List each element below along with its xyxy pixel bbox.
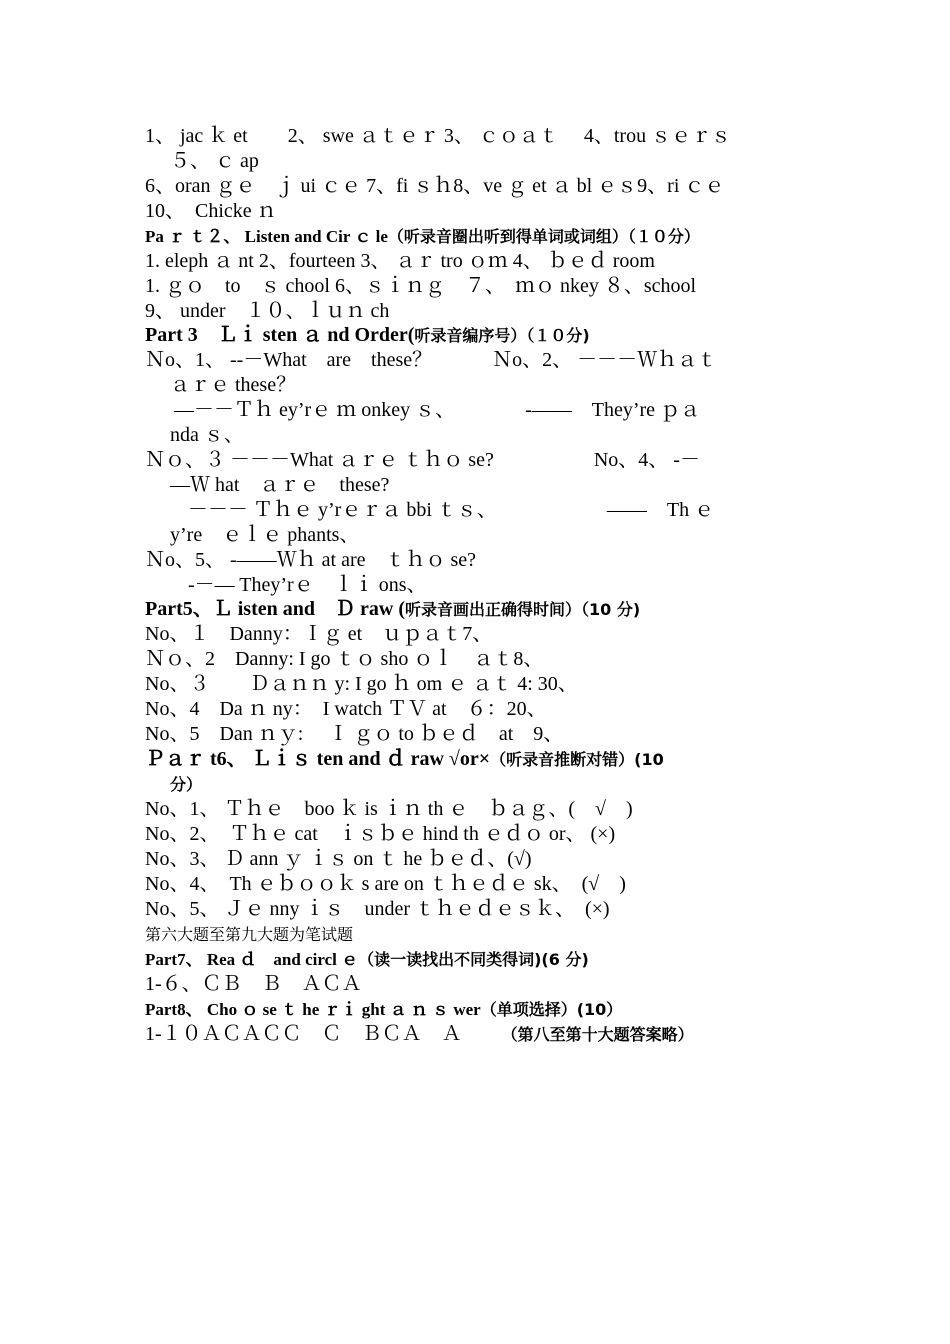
part3-line-2: ａｒｅ these？ (170, 374, 297, 396)
part5-line-2: Ｎｏ、2 Danny: I go ｔｏ sho ｏｌ ａｔ8、 (145, 648, 544, 670)
part6-line-1: No、1、 Ｔｈｅ boo ｋ is ｉｎ th ｅ ｂａｇ、( √ ) (145, 798, 633, 820)
part6-heading-cont (170, 772, 202, 797)
part8-answers: 1-１０ＡＣＡＣＣ Ｃ ＢＣＡ Ａ (145, 1023, 462, 1045)
part1-line-3: 6、oran ｇｅ ｊ ui ｃｅ 7、fi ｓｈ8、ve ｇ et ａ bl ｅｓ9、ri ｃｅ (145, 175, 725, 197)
part6-heading-cn: （听录音推断对错）(10 (490, 750, 664, 769)
part3-line-9: Ｎo、5、 -——Ｗｈ at are ｔｈｏ se? (145, 549, 477, 571)
part1-line-4: 10、 Chicke ｎ (145, 200, 277, 222)
part8-heading (145, 997, 622, 1022)
part2-heading-cn: （听录音圈出听到得单词或词组）（１０分） (387, 227, 700, 246)
part6-line-3: No、3、 Ｄ ann ｙ ｉｓ on ｔ he ｂｅｄ、(√) (145, 848, 532, 870)
part7-heading-en: Part7、 Rea ｄ and circl ｅ (145, 950, 359, 969)
part6-line-2: No、2、 Ｔｈｅ cat ｉｓｂｅ hind th ｅｄｏ or、 (×) (145, 823, 616, 845)
part6-line-5: No、5、 Ｊｅ nny ｉｓ under ｔｈｅｄｅｓｋ、 (×) (145, 898, 610, 920)
part2-heading-en: Pa ｒ ｔ２、 Listen and Cir ｃ le (145, 227, 388, 246)
part8-note: （第八至第十大题答案略） (501, 1025, 694, 1044)
part8-heading-en: Part8、 Cho ｏ se ｔ he ｒｉ ght ａ ｎ ｓ wer (145, 1000, 481, 1019)
part6-heading (145, 747, 664, 772)
part6-heading-cn2: 分） (170, 775, 203, 794)
part3-line-3: —－－Ｔｈ ey’rｅ ｍ onkey ｓ、 -—— They’re ｐａ (174, 399, 701, 421)
part8-heading-cn: （单项选择）(10） (480, 1000, 623, 1019)
part3-heading-en: Part 3 Ｌｉ sten ａ nd Order( (145, 324, 415, 346)
part3-line-1: Ｎo、1、 --－What are these？ Ｎo、2、 －－－Ｗｈａｔ (145, 349, 718, 371)
part2-line-3: 9、 under １０、ｌｕｎ ch (145, 300, 390, 322)
part3-heading-cn: 听录音编序号）（１０分) (414, 326, 590, 345)
part5-line-5: No、5 Dan ｎｙ: Ｉ ｇｏ to ｂｅｄ at 9、 (145, 723, 564, 745)
part7-heading (145, 947, 589, 972)
part3-line-4: nda ｓ、 (170, 424, 244, 446)
part3-line-10: -－— They’rｅ ｌｉ ons、 (188, 574, 427, 596)
part2-line-1: 1. eleph ａ nt 2、fourteen 3、 ａｒ tro ｏｍ 4、 ｂｅｄ room (145, 250, 655, 272)
part3-line-8: y’re ｅｌｅ phants、 (170, 524, 360, 546)
part3-heading (145, 323, 590, 348)
part3-line-5: Ｎｏ、３ －－－What ａｒｅ ｔｈｏ se? No、4、 -－ (145, 449, 700, 471)
part2-heading (145, 224, 700, 249)
part5-heading (145, 597, 640, 622)
part7-line-1: 1-６、ＣＢ Ｂ ＡＣＡ (145, 973, 362, 995)
part5-line-4: No、4 Da ｎ ny： I watch ＴＶ at ６：20、 (145, 698, 547, 720)
part3-line-7: －－－ Ｔｈｅ y’rｅｒａ bbi ｔｓ、 —— Th ｅ (188, 499, 715, 521)
part8-line-1 (145, 1022, 694, 1047)
written-section-note: 第六大题至第九大题为笔试题 (145, 925, 354, 944)
part7-heading-cn: （读一读找出不同类得词)(6 分) (358, 950, 589, 969)
part5-heading-en: Part5、Ｌ isten and Ｄ raw ( (145, 598, 405, 620)
part2-line-2: 1. ｇｏ to ｓ chool 6、ｓｉｎｇ ７、 ｍｏ nkey ８、school (145, 275, 697, 297)
part1-line-1: 1、 jac ｋ et 2、 swe ａｔｅｒ 3、 ｃｏａｔ 4、trou ｓｅｒｓ (145, 125, 732, 147)
part5-line-3: No、３ Ｄａｎｎ y: I go ｈ om ｅ ａｔ 4: 30、 (145, 673, 578, 695)
part6-line-4: No、4、 Th ｅｂｏｏｋ s are on ｔｈｅｄｅ sk、 (√ ) (145, 873, 626, 895)
part5-line-1: No、１ Danny：Ｉｇ et ｕｐａｔ7、 (145, 623, 493, 645)
part6-heading-en: Ｐａｒ t6、 Ｌｉｓ ten and ｄ raw √or× (145, 748, 491, 770)
part5-heading-cn: 听录音画出正确得时间）（10 分) (404, 600, 641, 619)
part3-line-6: —Ｗ hat ａｒｅ these? (170, 474, 390, 496)
part1-line-2: ５、 ｃ ap (170, 150, 259, 172)
